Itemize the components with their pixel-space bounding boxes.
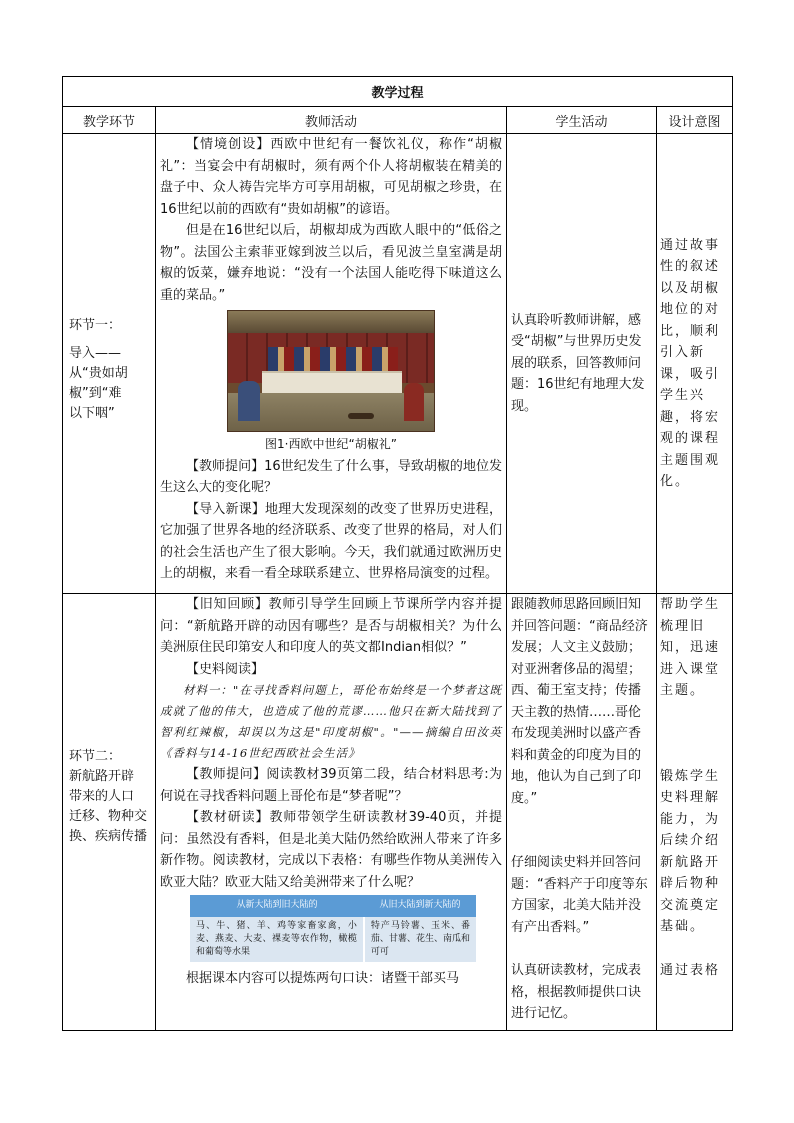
header-teacher-activity: 教师活动 [156,107,507,134]
teacher-activity-cell [156,594,507,1031]
stage-line: 环节一： [69,317,122,333]
stage-cell [63,594,156,1031]
student-text: 跟随教师思路回顾旧知并回答问题：“商品经济发展；人文主义鼓励；对亚洲奢侈品的渴望；西、葡王室支持；传播天主教的热情……哥伦布发现美洲时以盛产香料和黄金的印度为目的地，他认为自己到了印度。” [511,597,648,806]
question-paragraph: 【教师提问】16世纪发生了什么事，导致胡椒的地位发生这么大的变化呢？ [160,458,502,495]
source-material: 材料一："在寻找香料问题上，哥伦布始终是一个梦者这既成就了他的伟大，也造成了他的荒谬……他只在新大陆找到了智利红辣椒，却误以为这是"印度胡椒"。"——摘编自田汝英《香料与14-16世纪西欧社会生活》 [160,683,502,760]
stage-line: 新航路开辟 [69,769,135,784]
stage-line: 导入—— [69,345,122,361]
header-row [63,107,733,134]
student-text: 认真研读教材，完成表格，根据教师提供口诀进行记忆。 [511,963,642,1021]
exchange-header-old-to-new: 从旧大陆到新大陆的 [364,895,476,917]
situation-paragraph: 【情境创设】西欧中世纪有一餐饮礼仪，称作“胡椒礼”：当宴会中有胡椒时，须有两个仆人将胡椒装在精美的盘子中、众人祷告完毕方可享用胡椒，可见胡椒之珍贵，在16世纪以前的西欧有“贵如胡椒”的谚语。 [160,137,502,217]
pepper-ritual-painting [227,310,435,432]
exchange-header-new-to-old: 从新大陆到旧大陆的 [190,895,364,917]
textbook-paragraph: 【教材研读】教师带领学生研读教材39-40页，并提问：虽然没有香料，但是北美大陆仍然给欧洲人带来了许多新作物。阅读教材，完成以下表格：有哪些作物从美洲传入欧亚大陆？欧亚大陆又给美洲带来了什么呢？ [160,810,502,890]
review-paragraph: 【旧知回顾】教师引导学生回顾上节课所学内容并提问：“新航路开辟的动因有哪些？是否与胡椒相关？为什么美洲原住民印第安人和印度人的英文都Indian相似？” [160,597,502,655]
student-text: 认真聆听教师讲解，感受“胡椒”与世界历史发展的联系，回答教师问题：16世纪有地理大发现。 [511,312,645,414]
table-row [63,594,733,1031]
figure-caption: 图1·西欧中世纪“胡椒礼” [265,437,397,451]
teacher-activity-cell [156,134,507,594]
design-intent-cell [657,134,733,594]
intro-paragraph: 【导入新课】地理大发现深刻的改变了世界历史进程，它加强了世界各地的经济联系、改变了世界的格局，对人们的社会生活也产生了很大影响。今天，我们就通过欧洲历史上的胡椒，来看一看全球联系建立、世界格局演变的过程。 [160,501,502,581]
design-intent-cell [657,594,733,1031]
stage-line: 椒”到“难 [69,385,122,401]
exchange-cell: 特产马铃薯、玉米、番茄、甘薯、花生、南瓜和可可 [364,917,476,962]
student-text: 仔细阅读史料并回答问题：“香料产于印度等东方国家，北美大陆并没有产出香料。” [511,855,648,935]
question-paragraph: 【教师提问】阅读教材39页第二段，结合材料思考:为何说在寻找香料问题上哥伦布是“梦者呢”？ [160,767,502,804]
stage-line: 环节二： [69,749,122,764]
source-reading-heading: 【史料阅读】 [186,661,265,677]
student-activity-cell [507,134,657,594]
intent-text: 通过表格 [660,962,721,978]
stage-line: 换、疾病传播 [69,829,148,844]
header-design-intent: 设计意图 [657,107,733,134]
student-activity-cell [507,594,657,1031]
stage-line: 从“贵如胡 [69,365,128,381]
intent-text: 通过故事性的叙述以及胡椒地位的对比，顺利引入新课，吸引学生兴趣，将宏观的课程主题围观化。 [660,237,721,489]
intent-text: 锻炼学生史料理解能力，为后续介绍新航路开辟后物种交流奠定基础。 [660,768,721,934]
teaching-process-table [62,76,733,1031]
header-stage: 教学环节 [63,107,156,134]
stage-line: 以下咽” [69,405,115,421]
mnemonic-paragraph: 根据课本内容可以提炼两句口诀：诸暨干部买马 [186,970,460,986]
table-title: 教学过程 [63,77,733,107]
table-row [63,134,733,594]
exchange-cell: 马、牛、猪、羊、鸡等家畜家禽，小麦、燕麦、大麦、裸麦等农作物，橄榄和葡萄等水果 [190,917,364,962]
header-student-activity: 学生活动 [507,107,657,134]
story-paragraph: 但是在16世纪以后，胡椒却成为西欧人眼中的“低俗之物”。法国公主索菲亚嫁到波兰以后，看见波兰皇室满是胡椒的饭菜，嫌弃地说：“没有一个法国人能吃得下味道这么重的菜品。” [160,223,502,303]
crop-exchange-table [190,895,476,962]
stage-line: 迁移、物种交 [69,809,148,824]
stage-line: 带来的人口 [69,789,135,804]
stage-cell [63,134,156,594]
intent-text: 帮助学生梳理旧知，迅速进入课堂主题。 [660,597,721,698]
